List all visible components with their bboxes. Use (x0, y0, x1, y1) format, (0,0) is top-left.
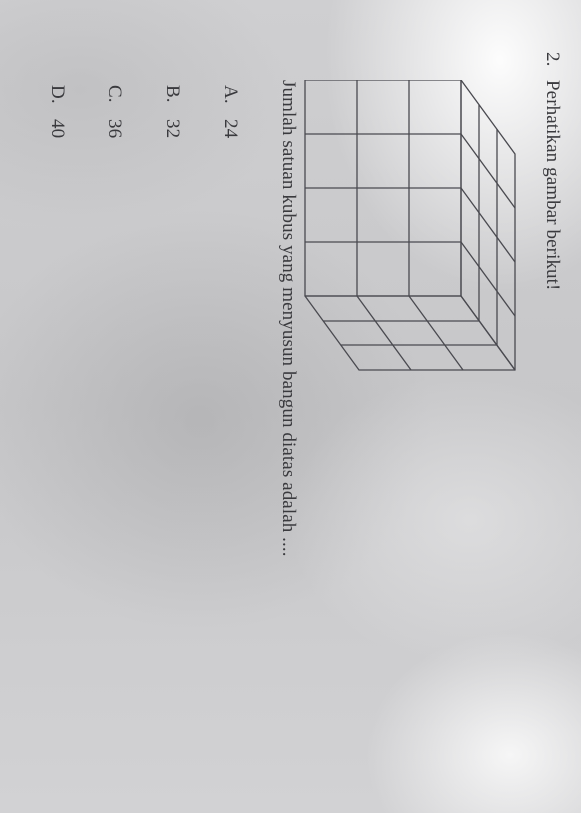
option-value: 24 (220, 119, 241, 139)
option-value: 36 (104, 119, 125, 139)
answer-option-c[interactable] (103, 85, 125, 138)
answer-option-b[interactable] (161, 85, 183, 138)
option-letter: B. (162, 85, 183, 103)
answer-option-a[interactable] (219, 85, 241, 138)
question-intro: Perhatikan gambar berikut! (542, 80, 563, 291)
option-letter: D. (47, 85, 68, 104)
question-number: 2. (542, 52, 563, 67)
answer-option-d[interactable] (46, 85, 68, 138)
question-stem: Jumlah satuan kubus yang menyusun bangun diatas adalah .... (278, 80, 299, 557)
option-letter: A. (220, 85, 241, 104)
option-value: 32 (162, 119, 183, 139)
option-letter: C. (104, 85, 125, 103)
cube-stack-icon (291, 80, 521, 380)
option-value: 40 (47, 119, 68, 139)
